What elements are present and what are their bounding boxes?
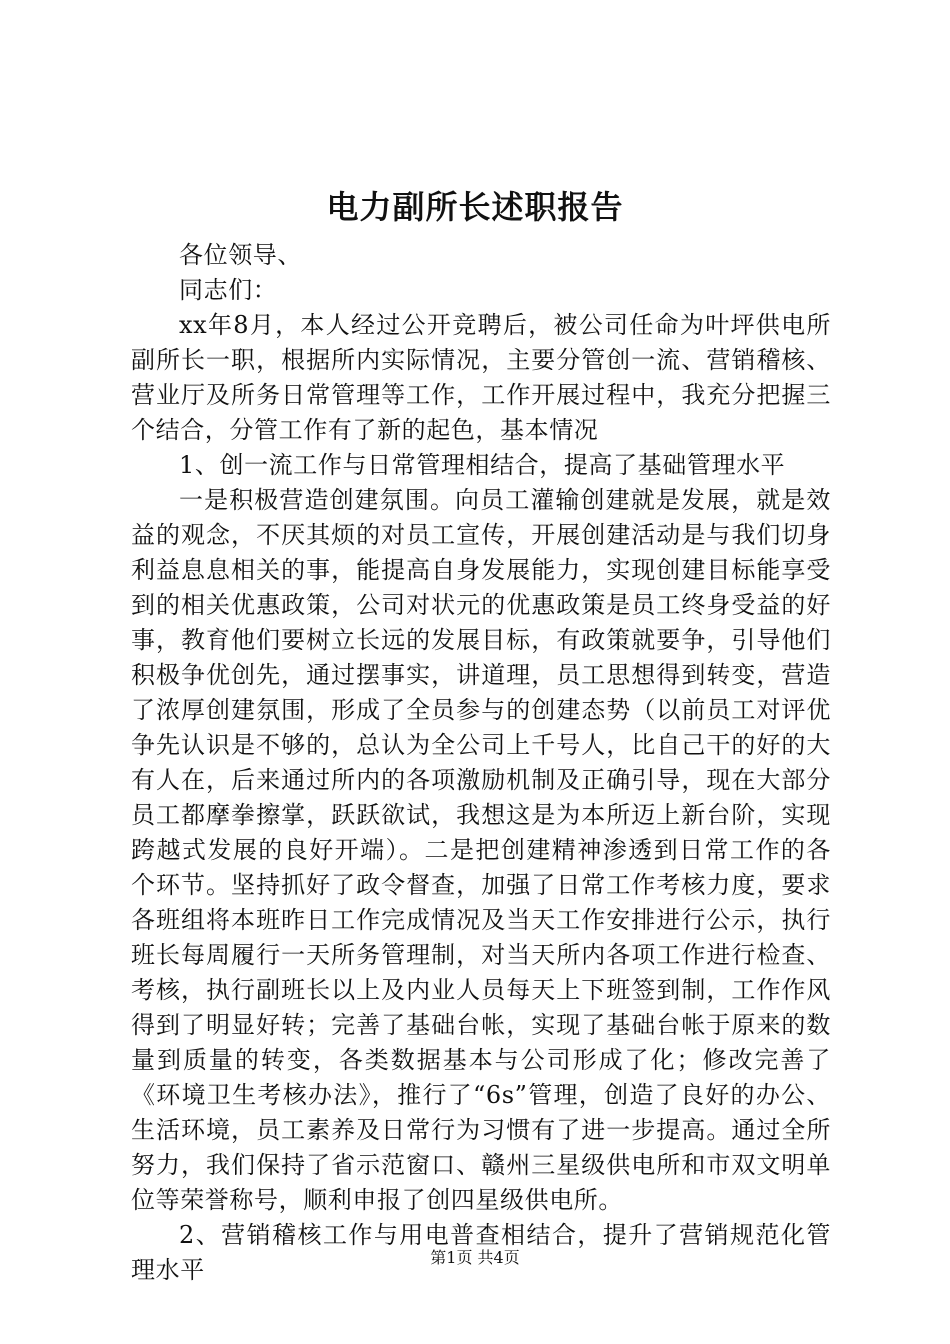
page-footer: 第1页 共4页: [430, 1248, 520, 1267]
intro-paragraph: xx年8月，本人经过公开竞聘后，被公司任命为叶坪供电所副所长一职，根据所内实际情况，主要分管创一流、营销稽核、营业厅及所务日常管理等工作，工作开展过程中，我充分把握三个结合，分管工作有了新的起色，基本情况: [131, 311, 831, 444]
section-1-paragraph: 一是积极营造创建氛围。向员工灌输创建就是发展，就是效益的观念，不厌其烦的对员工宣传，开展创建活动是与我们切身利益息息相关的事，能提高自身发展能力，实现创建目标能享受到的相关优惠政策，公司对状元的优惠政策是员工终身受益的好事，教育他们要树立长远的发展目标，有政策就要争，引导他们积极争优创先，通过摆事实，讲道理，员工思想得到转变，营造了浓厚创建氛围，形成了全员参与的创建态势（以前员工对评优争先认识是不够的，总认为全公司上千号人，比自己干的好的大有人在，后来通过所内的各项激励机制及正确引导，现在大部分员工都摩拳擦掌，跃跃欲试，我想这是为本所迈上新台阶，实现跨越式发展的良好开端）。二是把创建精神渗透到日常工作的各个环节。坚持抓好了政令督查，加强了日常工作考核力度，要求各班组将本班昨日工作完成情况及当天工作安排进行公示，执行班长每周履行一天所务管理制，对当天所内各项工作进行检查、考核，执行副班长以上及内业人员每天上下班签到制，工作作风得到了明显好转；完善了基础台帐，实现了基础台帐于原来的数量到质量的转变，各类数据基本与公司形成了化；修改完善了《环境卫生考核办法》，推行了“6s”管理，创造了良好的办公、生活环境，员工素养及日常行为习惯有了进一步提高。通过全所努力，我们保持了省示范窗口、赣州三星级供电所和市双文明单位等荣誉称号，顺利申报了创四星级供电所。: [131, 486, 831, 1214]
section-heading-2: 2、营销稽核工作与用电普查相结合，提升了营销规范化管理水平: [131, 1221, 831, 1284]
section-heading-1: 1、创一流工作与日常管理相结合，提高了基础管理水平: [179, 451, 786, 479]
salutation-comrades: 同志们：: [179, 276, 278, 304]
salutation-leaders: 各位领导、: [179, 241, 302, 269]
document-title: 电力副所长述职报告: [326, 188, 624, 226]
document-body: [131, 238, 831, 1288]
